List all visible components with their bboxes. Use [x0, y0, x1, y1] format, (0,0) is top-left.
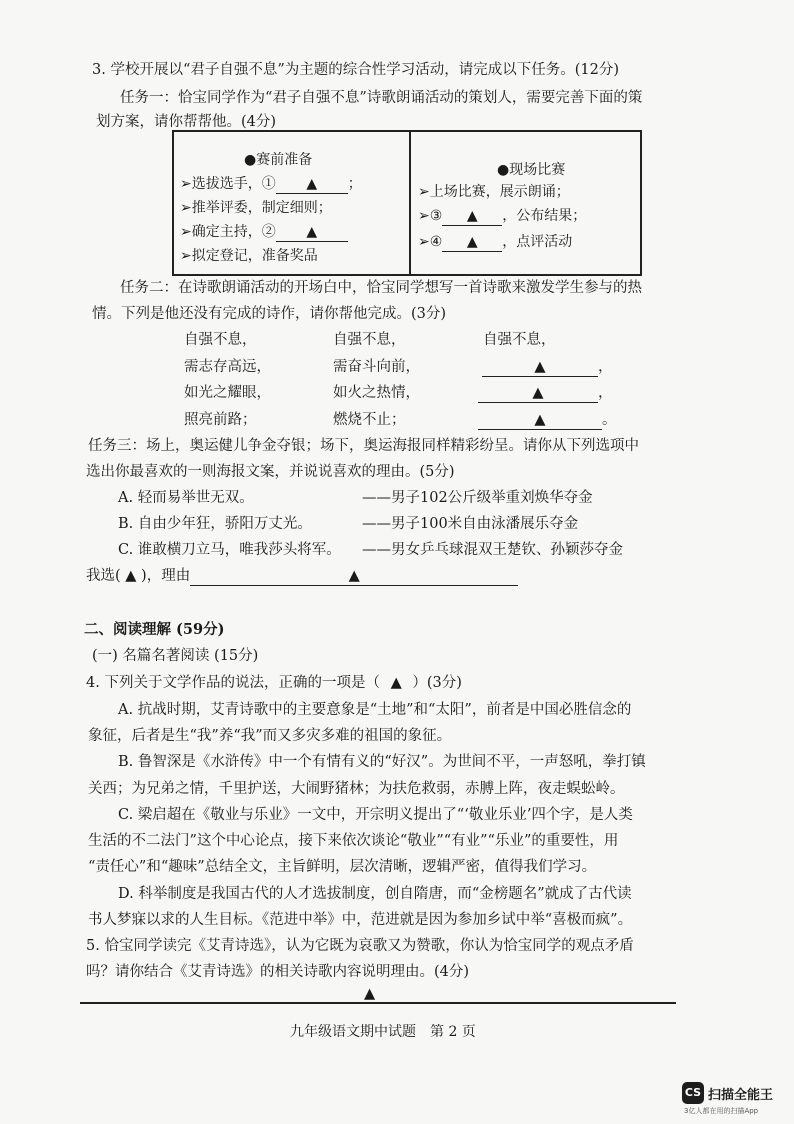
- answer-blank-3[interactable]: [442, 207, 502, 226]
- section2-heading: 二、阅读理解 (59分): [84, 621, 225, 638]
- poem-r3c3: ▲ ，: [478, 383, 613, 403]
- triangle-icon: ▲: [534, 412, 546, 428]
- poem-r1c3: 自强不息，: [483, 332, 556, 348]
- answer-blank-4[interactable]: [442, 233, 502, 252]
- answer-blank-2[interactable]: [276, 223, 348, 242]
- poem-r2c1: 需志存高远，: [184, 359, 271, 375]
- triangle-icon: ▲: [534, 359, 546, 375]
- page-footer: 九年级语文期中试题 第 2 页: [290, 1024, 476, 1040]
- q3-task1-line2: 划方案，请你帮帮他。(4分): [96, 114, 277, 130]
- answer-blank-7[interactable]: [478, 411, 602, 430]
- poem-r2c2: 需奋斗向前，: [333, 359, 420, 375]
- poem-r4c3: ▲ 。: [478, 410, 617, 430]
- plan-divider: [409, 132, 411, 274]
- q3-task1-line1: 任务一：恰宝同学作为“君子自强不息”诗歌朗诵活动的策划人，需要完善下面的策: [120, 90, 643, 106]
- scanner-watermark: [682, 1082, 774, 1115]
- plan-right-item-2: ➢③ ▲ ，公布结果；: [418, 208, 587, 224]
- plan-table: [172, 130, 642, 276]
- poem-r3c2: 如火之热情，: [333, 385, 420, 401]
- answer-blank-6[interactable]: [478, 384, 598, 403]
- plan-left-item-1: ➢选拔选手，① ▲ ；: [180, 176, 362, 192]
- triangle-icon: ▲: [466, 234, 478, 250]
- q4-option-c-line2: 生活的不二法门”这个中心论点，接下来依次谈论“敬业”“有业”“乐业”的重要性，用: [88, 833, 619, 849]
- watermark-tagline: 3亿人都在用的扫描App: [684, 1107, 759, 1115]
- option-c-note: ——男女乒乓球混双王楚钦、孙颖莎夺金: [362, 542, 623, 558]
- watermark-name: 扫描全能王: [708, 1087, 774, 1103]
- q4-stem: 4. 下列关于文学作品的说法，正确的一项是（ ▲ ）(3分): [86, 675, 462, 691]
- q3-task2-line1: 任务二：在诗歌朗诵活动的开场白中，恰宝同学想写一首诗歌来激发学生参与的热: [120, 280, 642, 296]
- poem-r4c2: 燃烧不止；: [333, 412, 406, 428]
- poem-r4c1: 照亮前路；: [184, 412, 257, 428]
- q5-answer-line[interactable]: [80, 1002, 676, 1004]
- triangle-icon: ▲: [348, 568, 360, 584]
- camscanner-logo-icon: CS: [682, 1082, 704, 1104]
- plan-left-title: ●赛前准备: [244, 152, 313, 168]
- plan-left-item-2: ➢推举评委，制定细则；: [180, 200, 332, 216]
- option-b: B. 自由少年狂，骄阳万丈光。: [118, 516, 312, 532]
- option-b-note: ——男子100米自由泳潘展乐夺金: [362, 516, 579, 532]
- q4-option-b-line1: B. 鲁智深是《水浒传》中一个有情有义的“好汉”。为世间不平，一声怒吼，拳打镇: [118, 754, 646, 770]
- reason-blank[interactable]: [190, 567, 518, 586]
- triangle-icon: ▲: [306, 224, 318, 240]
- option-a: A. 轻而易举世无双。: [118, 490, 254, 506]
- q4-option-d-line2: 书人梦寐以求的人生目标。《范进中举》中，范进就是因为参加乡试中举“喜极而疯”。: [88, 912, 633, 928]
- q3-task2-line2: 情。下列是他还没有完成的诗作，请你帮他完成。(3分): [92, 306, 447, 322]
- triangle-icon: ▲: [306, 176, 318, 192]
- q5-line1: 5. 恰宝同学读完《艾青诗选》，认为它既为哀歌又为赞歌，你认为恰宝同学的观点矛盾: [86, 938, 634, 954]
- choose-line: 我选( ▲ )，理由 ▲: [86, 566, 518, 586]
- plan-right-item-1: ➢上场比赛，展示朗诵；: [418, 184, 570, 200]
- poem-r2c3: ▲ ，: [482, 357, 613, 377]
- answer-blank-1[interactable]: [276, 175, 348, 194]
- poem-r1c2: 自强不息，: [333, 332, 406, 348]
- q4-option-d-line1: D. 科举制度是我国古代的人才选拔制度，创自隋唐，而“金榜题名”就成了古代读: [118, 886, 632, 902]
- poem-r1c1: 自强不息，: [184, 332, 257, 348]
- q5-line2: 吗？请你结合《艾青诗选》的相关诗歌内容说明理由。(4分): [86, 964, 470, 980]
- q4-option-c-line3: “责任心”和“趣味”总结全文，主旨鲜明，层次清晰，逻辑严密，值得我们学习。: [88, 859, 597, 875]
- q4-option-c-line1: C. 梁启超在《敬业与乐业》一文中，开宗明义提出了“‘敬业乐业’四个字，是人类: [118, 807, 633, 823]
- plan-right-item-3: ➢④ ▲ ，点评活动: [418, 234, 573, 250]
- triangle-icon: ▲: [466, 208, 478, 224]
- q4-option-a-line1: A. 抗战时期，艾青诗歌中的主要意象是“土地”和“太阳”，前者是中国必胜信念的: [118, 702, 632, 718]
- q3-stem: 3. 学校开展以“君子自强不息”为主题的综合性学习活动，请完成以下任务。(12分): [92, 62, 620, 78]
- option-c: C. 谁敢横刀立马，唯我莎头将军。: [118, 542, 341, 558]
- q4-answer-mark[interactable]: ▲: [390, 675, 402, 691]
- q4-option-a-line2: 象征，后者是生“我”养“我”而又多灾多难的祖国的象征。: [88, 728, 452, 744]
- section2-sub1: (一) 名篇名著阅读 (15分): [92, 648, 259, 664]
- triangle-icon: ▲: [532, 385, 544, 401]
- poem-r3c1: 如光之耀眼，: [184, 385, 271, 401]
- plan-left-item-4: ➢拟定登记，准备奖品: [180, 248, 318, 264]
- choice-answer-mark[interactable]: ▲: [125, 568, 137, 584]
- option-a-note: ——男子102公斤级举重刘焕华夺金: [362, 490, 593, 506]
- q3-task3-line1: 任务三：场上，奥运健儿争金夺银；场下，奥运海报同样精彩纷呈。请你从下列选项中: [88, 438, 639, 454]
- q5-answer-mark[interactable]: ▲: [364, 986, 376, 1002]
- answer-blank-5[interactable]: [482, 358, 598, 377]
- q3-task3-line2: 选出你最喜欢的一则海报文案，并说说喜欢的理由。(5分): [86, 464, 455, 480]
- plan-left-item-3: ➢确定主持，② ▲: [180, 222, 348, 242]
- q4-option-b-line2: 关西；为兄弟之情，千里护送，大闹野猪林；为扶危救弱，赤膊上阵，夜走蜈蚣岭。: [88, 781, 625, 797]
- plan-right-title: ●现场比赛: [497, 162, 566, 178]
